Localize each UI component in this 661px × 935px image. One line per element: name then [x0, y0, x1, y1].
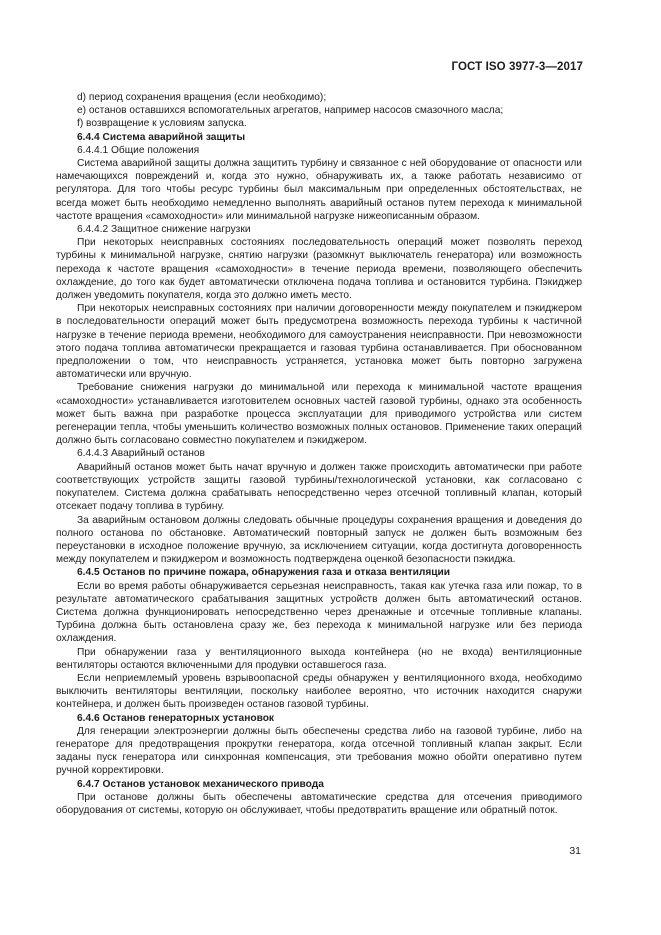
- paragraph: При обнаружении газа у вентиляционного выхода контейнера (но не входа) вентиляционные вентиляторы остаются включенными для продувки оставшегося газа.: [56, 646, 582, 671]
- paragraph: За аварийным остановом должны следовать обычные процедуры сохранения вращения и доведения до полного останова по обстановке. Автоматический повторный запуск не должен быть возможным без переустановки в исходное положение вручную, за исключением ситуации, когда достигнута договоренность между покупателем и пэкиджером и возможность подтверждена оценкой безопасности пэкиджа.: [56, 514, 582, 566]
- paragraph: Аварийный останов может быть начат вручную и должен также происходить автоматически при работе соответствующих устройств защиты газовой турбины/технологической установки, как согласовано с покупателем. Система должна срабатывать непосредственно через отсечной топливный клапан, который отсекает подачу топлива в турбину.: [56, 461, 582, 513]
- paragraph: Для генерации электроэнергии должны быть обеспечены средства либо на газовой турбине, либо на генераторе для предотвращения прокрутки генератора, когда отсечной топливный клапан закрыт. Если заданы пуск генератора или синхронная компенсация, эти требования можно обойти оперативно путем ручной корректировки.: [56, 725, 582, 777]
- paragraph: При некоторых неисправных состояниях последовательность операций может позволять переход турбины к минимальной нагрузке, снятию нагрузки (разомкнут выключатель генератора) или возможность перехода к частоте вращения «самоходности» в течение периода времени, позволяющего обеспечить охлаждение, до того как будет автоматически отключена подача топлива и остановится турбина. Пэкиджер должен уведомить покупателя, когда это должно иметь место.: [56, 237, 582, 302]
- section-heading: 6.4.7 Останов установок механического привода: [77, 778, 324, 790]
- section-heading: 6.4.4 Система аварийной защиты: [77, 131, 246, 143]
- document-body: [56, 91, 582, 817]
- paragraph: При останове должны быть обеспечены автоматические средства для отсечения приводимого оборудования от системы, которую он обслуживает, чтобы предотвратить вращение или обратный поток.: [56, 791, 582, 816]
- standard-designation: ГОСТ ISO 3977-3—2017: [451, 61, 583, 73]
- section-heading: 6.4.6 Останов генераторных установок: [77, 712, 275, 724]
- paragraph: Система аварийной защиты должна защитить турбину и связанное с ней оборудование от опасности или намечающихся повреждений и, когда это нужно, обнаруживать их, а также работать независимо от регулятора. Для того чтобы ресурс турбины был максимальным при определенных обстоятельствах, не всегда может быть необходимо немедленно выполнять аварийный останов путем перехода к минимальной частоте вращения «самоходности» или минимальной нагрузке нижеописанным образом.: [56, 158, 582, 222]
- paragraph: d) период сохранения вращения (если необходимо);: [77, 92, 327, 103]
- paragraph: При некоторых неисправных состояниях при наличии договоренности между покупателем и пэкиджером в последовательности операций может быть предусмотрена возможность перехода турбины к частичной нагрузке в течение периода времени, необходимого для самоустранения неисправности. При невозможности этого подача топлива автоматически прекращается и газовая турбина останавливается. При обоснованном предположении о том, что неисправность устраняется, установка может быть повторно загружена автоматически или вручную.: [56, 303, 582, 381]
- subsection-heading: 6.4.4.2 Защитное снижение нагрузки: [77, 224, 251, 236]
- page-number: 31: [569, 845, 581, 857]
- paragraph: e) останов оставшихся вспомогательных агрегатов, например насосов смазочного масла;: [77, 105, 504, 117]
- paragraph: Если во время работы обнаруживается серьезная неисправность, такая как утечка газа или пожар, то в результате автоматического срабатывания защитных устройств должен быть автоматический останов. Система должна функционировать непосредственно через дренажные и отсечные топливные клапаны. Турбина должна быть остановлена сразу же, без перехода к минимальной нагрузке или без периода охлаждения.: [56, 580, 582, 645]
- paragraph: Если неприемлемый уровень взрывоопасной среды обнаружен у вентиляционного входа, необходимо выключить вентиляторы вентиляции, поскольку наиболее вероятно, что источник находится снаружи контейнера, и должен быть произведен останов газовой турбины.: [56, 672, 582, 711]
- section-heading: 6.4.5 Останов по причине пожара, обнаружения газа и отказа вентиляции: [77, 567, 451, 579]
- paragraph: f) возвращение к условиям запуска.: [77, 118, 247, 130]
- subsection-heading: 6.4.4.1 Общие положения: [77, 144, 200, 156]
- paragraph: Требование снижения нагрузки до минимальной или перехода к минимальной частоте вращения «самоходности» устанавливается изготовителем основных частей газовой турбины, однако эта особенность может быть важна при разработке процесса эксплуатации для приводимого устройства или систем регенерации тепла, чтобы уменьшить количество возможных полных остановов. Применение таких операций должно быть согласовано совместно покупателем и пэкиджером.: [56, 382, 582, 447]
- subsection-heading: 6.4.4.3 Аварийный останов: [77, 448, 205, 460]
